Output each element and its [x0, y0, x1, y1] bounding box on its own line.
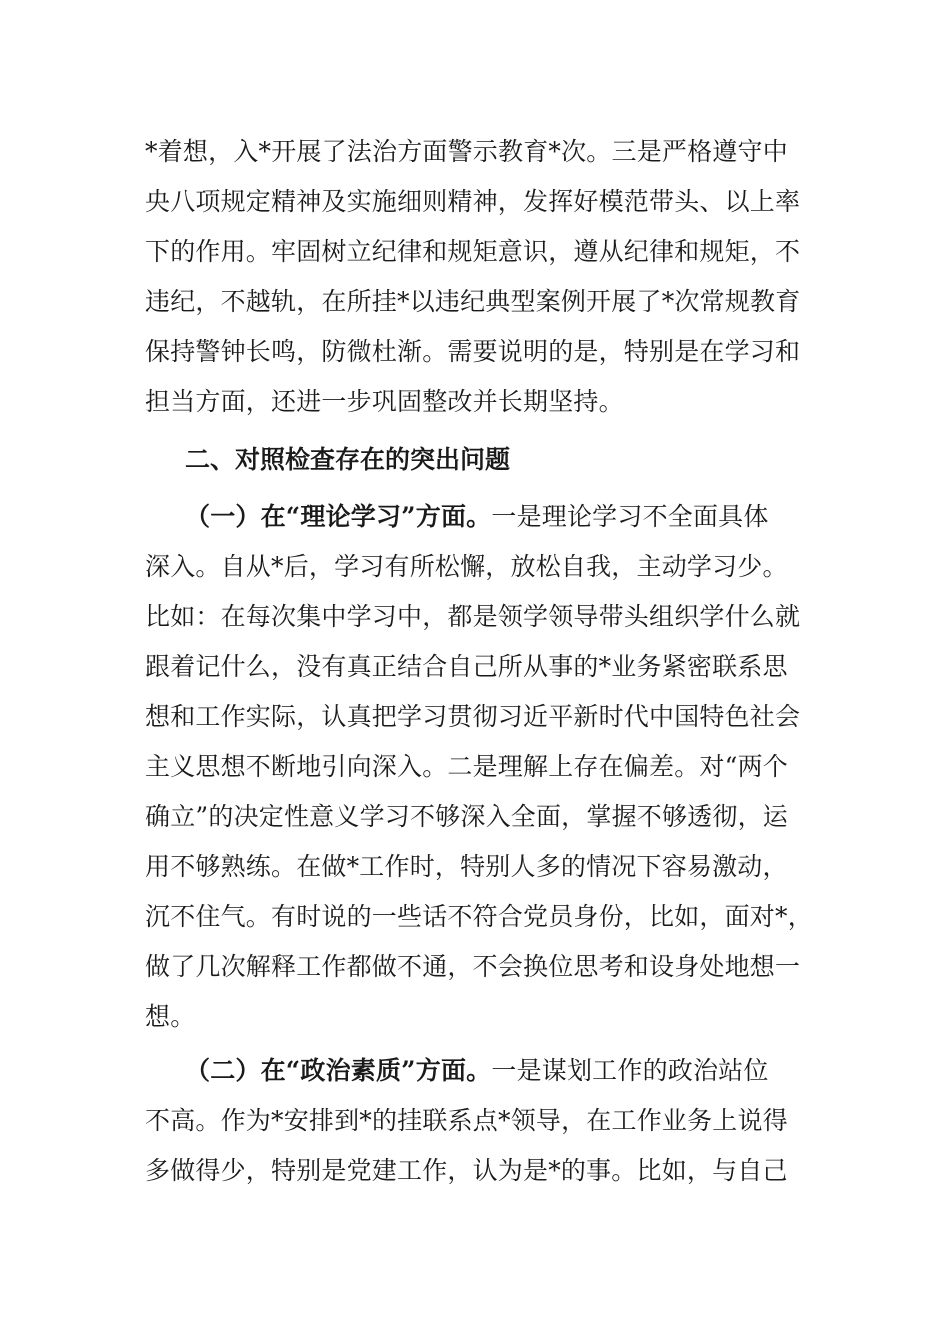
paragraph-line: 想。	[145, 1002, 196, 1031]
paragraph-line: 做了几次解释工作都做不通，不会换位思考和设身处地想一	[145, 952, 801, 981]
paragraph-line: 多做得少，特别是党建工作，认为是*的事。比如，与自己	[145, 1156, 788, 1185]
paragraph-line: *着想，入*开展了法治方面警示教育*次。三是严格遵守中	[145, 137, 788, 166]
paragraph-line: 沉不住气。有时说的一些话不符合党员身份，比如，面对*，	[145, 902, 813, 931]
paragraph-line: 违纪，不越轨，在所挂*以违纪典型案例开展了*次常规教育	[145, 287, 801, 316]
paragraph-line: 担当方面，还进一步巩固整改并长期坚持。	[145, 387, 624, 416]
paragraph-line: 想和工作实际，认真把学习贯彻习近平新时代中国特色社会	[145, 702, 801, 731]
paragraph-line: 不高。作为*安排到*的挂联系点*领导，在工作业务上说得	[145, 1106, 788, 1135]
paragraph-lead-line	[185, 1054, 769, 1088]
section-heading: 二、对照检查存在的突出问题	[185, 445, 511, 474]
paragraph-line: 深入。自从*后，学习有所松懈，放松自我，主动学习少。	[145, 552, 788, 581]
paragraph-line: 确立”的决定性意义学习不够深入全面，掌握不够透彻，运	[145, 802, 788, 831]
paragraph-line: 用不够熟练。在做*工作时，特别人多的情况下容易激动，	[145, 852, 788, 881]
paragraph-lead-text: 一是谋划工作的政治站位	[491, 1056, 769, 1085]
paragraph-line: 比如：在每次集中学习中，都是领学领导带头组织学什么就	[145, 602, 801, 631]
paragraph-lead-line	[185, 500, 769, 534]
paragraph-line: 跟着记什么，没有真正结合自己所从事的*业务紧密联系思	[145, 652, 788, 681]
paragraph-line: 下的作用。牢固树立纪律和规矩意识，遵从纪律和规矩，不	[145, 237, 801, 266]
subsection-title: （二）在“政治素质”方面。	[185, 1056, 492, 1085]
paragraph-line: 保持警钟长鸣，防微杜渐。需要说明的是，特别是在学习和	[145, 337, 801, 366]
paragraph-line: 央八项规定精神及实施细则精神，发挥好模范带头、以上率	[145, 187, 801, 216]
paragraph-lead-text: 一是理论学习不全面具体	[491, 502, 769, 531]
subsection-title: （一）在“理论学习”方面。	[185, 502, 492, 531]
paragraph-line: 主义思想不断地引向深入。二是理解上存在偏差。对“两个	[145, 752, 788, 781]
